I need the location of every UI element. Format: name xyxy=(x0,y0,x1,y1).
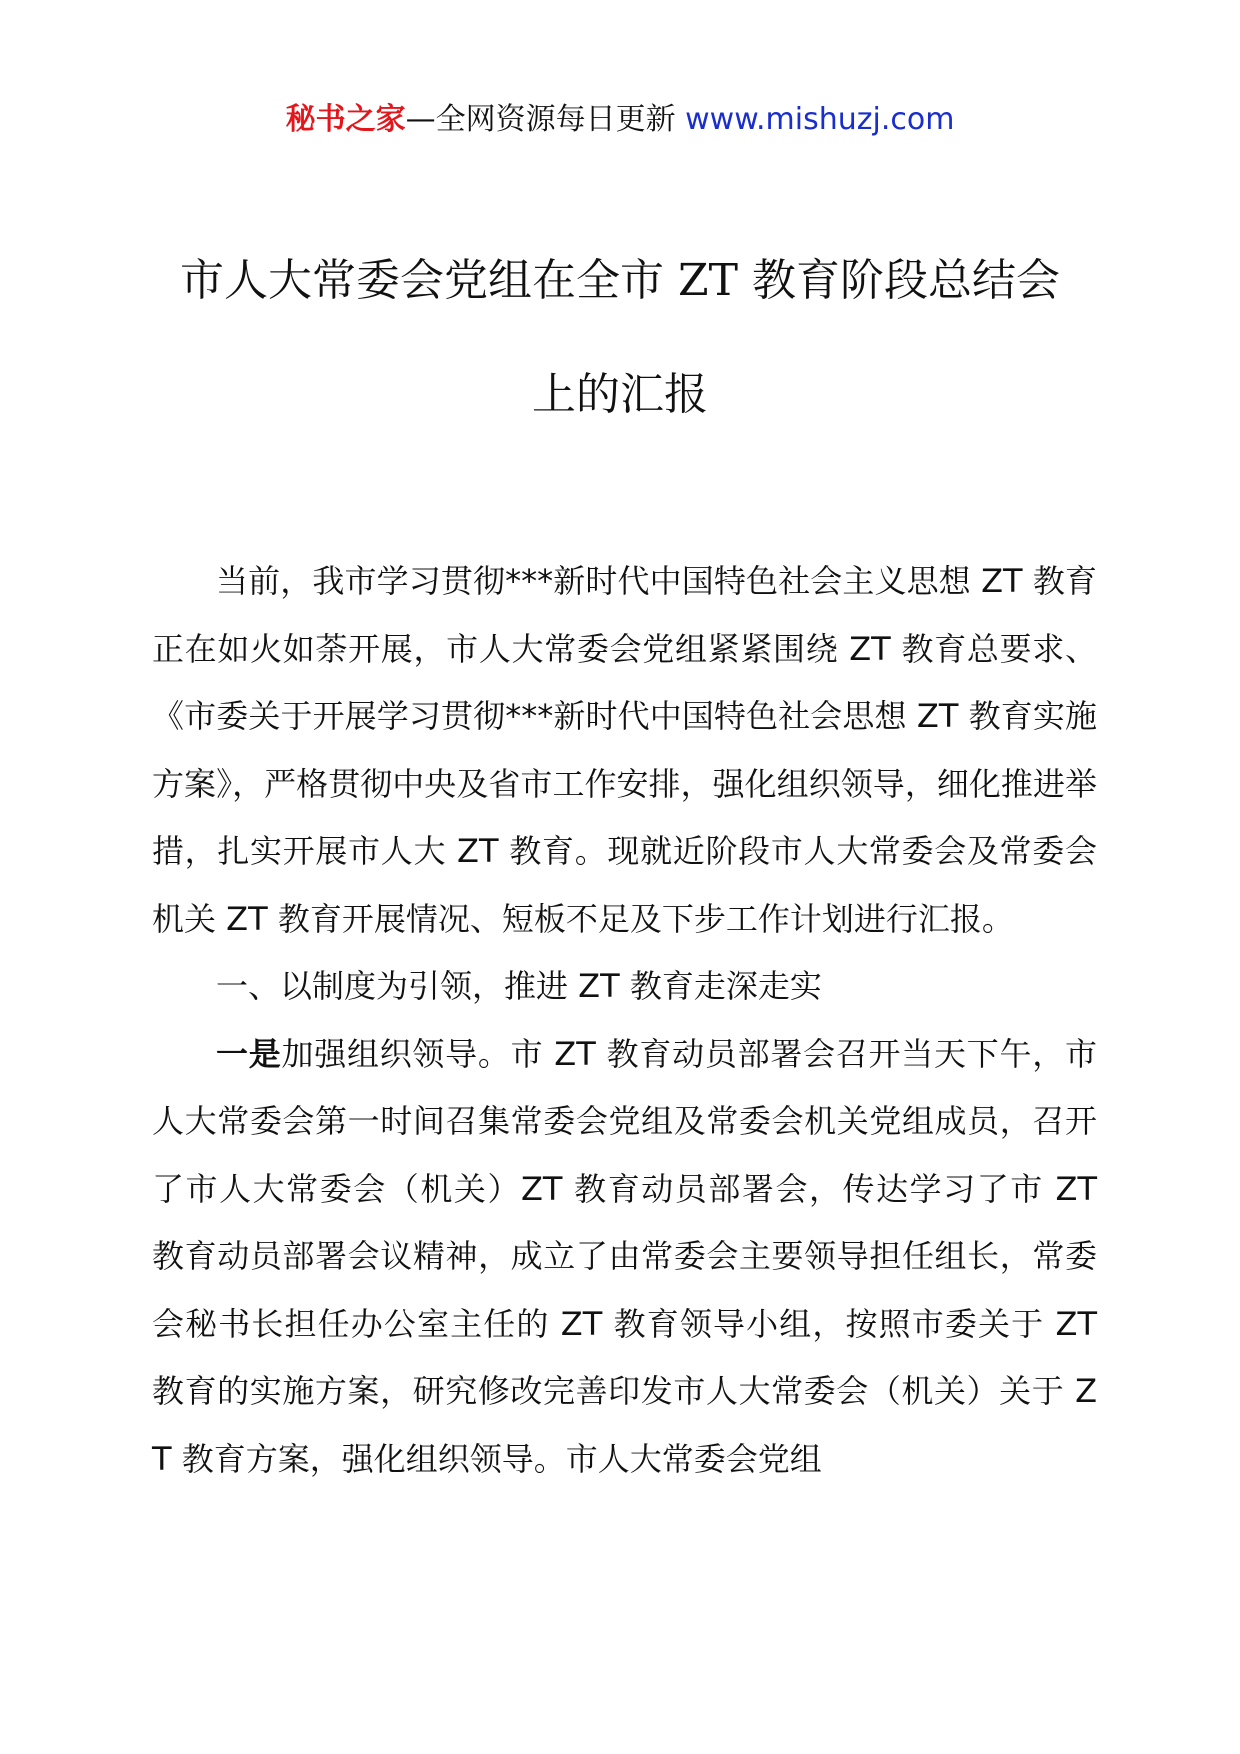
section-heading: 一、以制度为引领，推进 ZT 教育走深走实 xyxy=(216,967,822,1005)
header-tagline: —全网资源每日更新 xyxy=(405,102,686,137)
point-paragraph xyxy=(152,1021,1097,1494)
site-url-link[interactable]: www.mishuzj.com xyxy=(685,102,955,137)
title-line-2: 上的汇报 xyxy=(532,369,708,420)
document-title xyxy=(120,252,1120,424)
point-lead: 一是 xyxy=(216,1034,282,1073)
brand-name: 秘书之家 xyxy=(285,102,406,137)
intro-paragraph: 当前，我市学习贯彻***新时代中国特色社会主义思想 ZT 教育正在如火如荼开展，市人大常委会党组紧紧围绕 ZT 教育总要求、《市委关于开展学习贯彻***新时代中国特色社会思想 ZT 教育实施方案》，严格贯彻中央及省市工作安排，强化组织领导，细化推进举措，扎实开展市人大 ZT 教育。现就近阶段市人大常委会及常委会机关 ZT 教育开展情况、短板不足及下步工作计划进行汇报。 xyxy=(152,562,1097,938)
title-line-1: 市人大常委会党组在全市 ZT 教育阶段总结会 xyxy=(180,255,1060,306)
document-body xyxy=(152,548,1097,1493)
point-text: 加强组织领导。市 ZT 教育动员部署会召开当天下午，市人大常委会第一时间召集常委会党组及常委会机关党组成员，召开了市人大常委会（机关）ZT 教育动员部署会，传达学习了市 ZT 教育动员部署会议精神，成立了由常委会主要领导担任组长，常委会秘书长担任办公室主任的 ZT 教育领导小组，按照市委关于 ZT 教育的实施方案，研究修改完善印发市人大常委会（机关）关于 ZT 教育方案，强化组织领导。市人大常委会党组 xyxy=(152,1034,1097,1478)
site-header xyxy=(0,100,1240,140)
